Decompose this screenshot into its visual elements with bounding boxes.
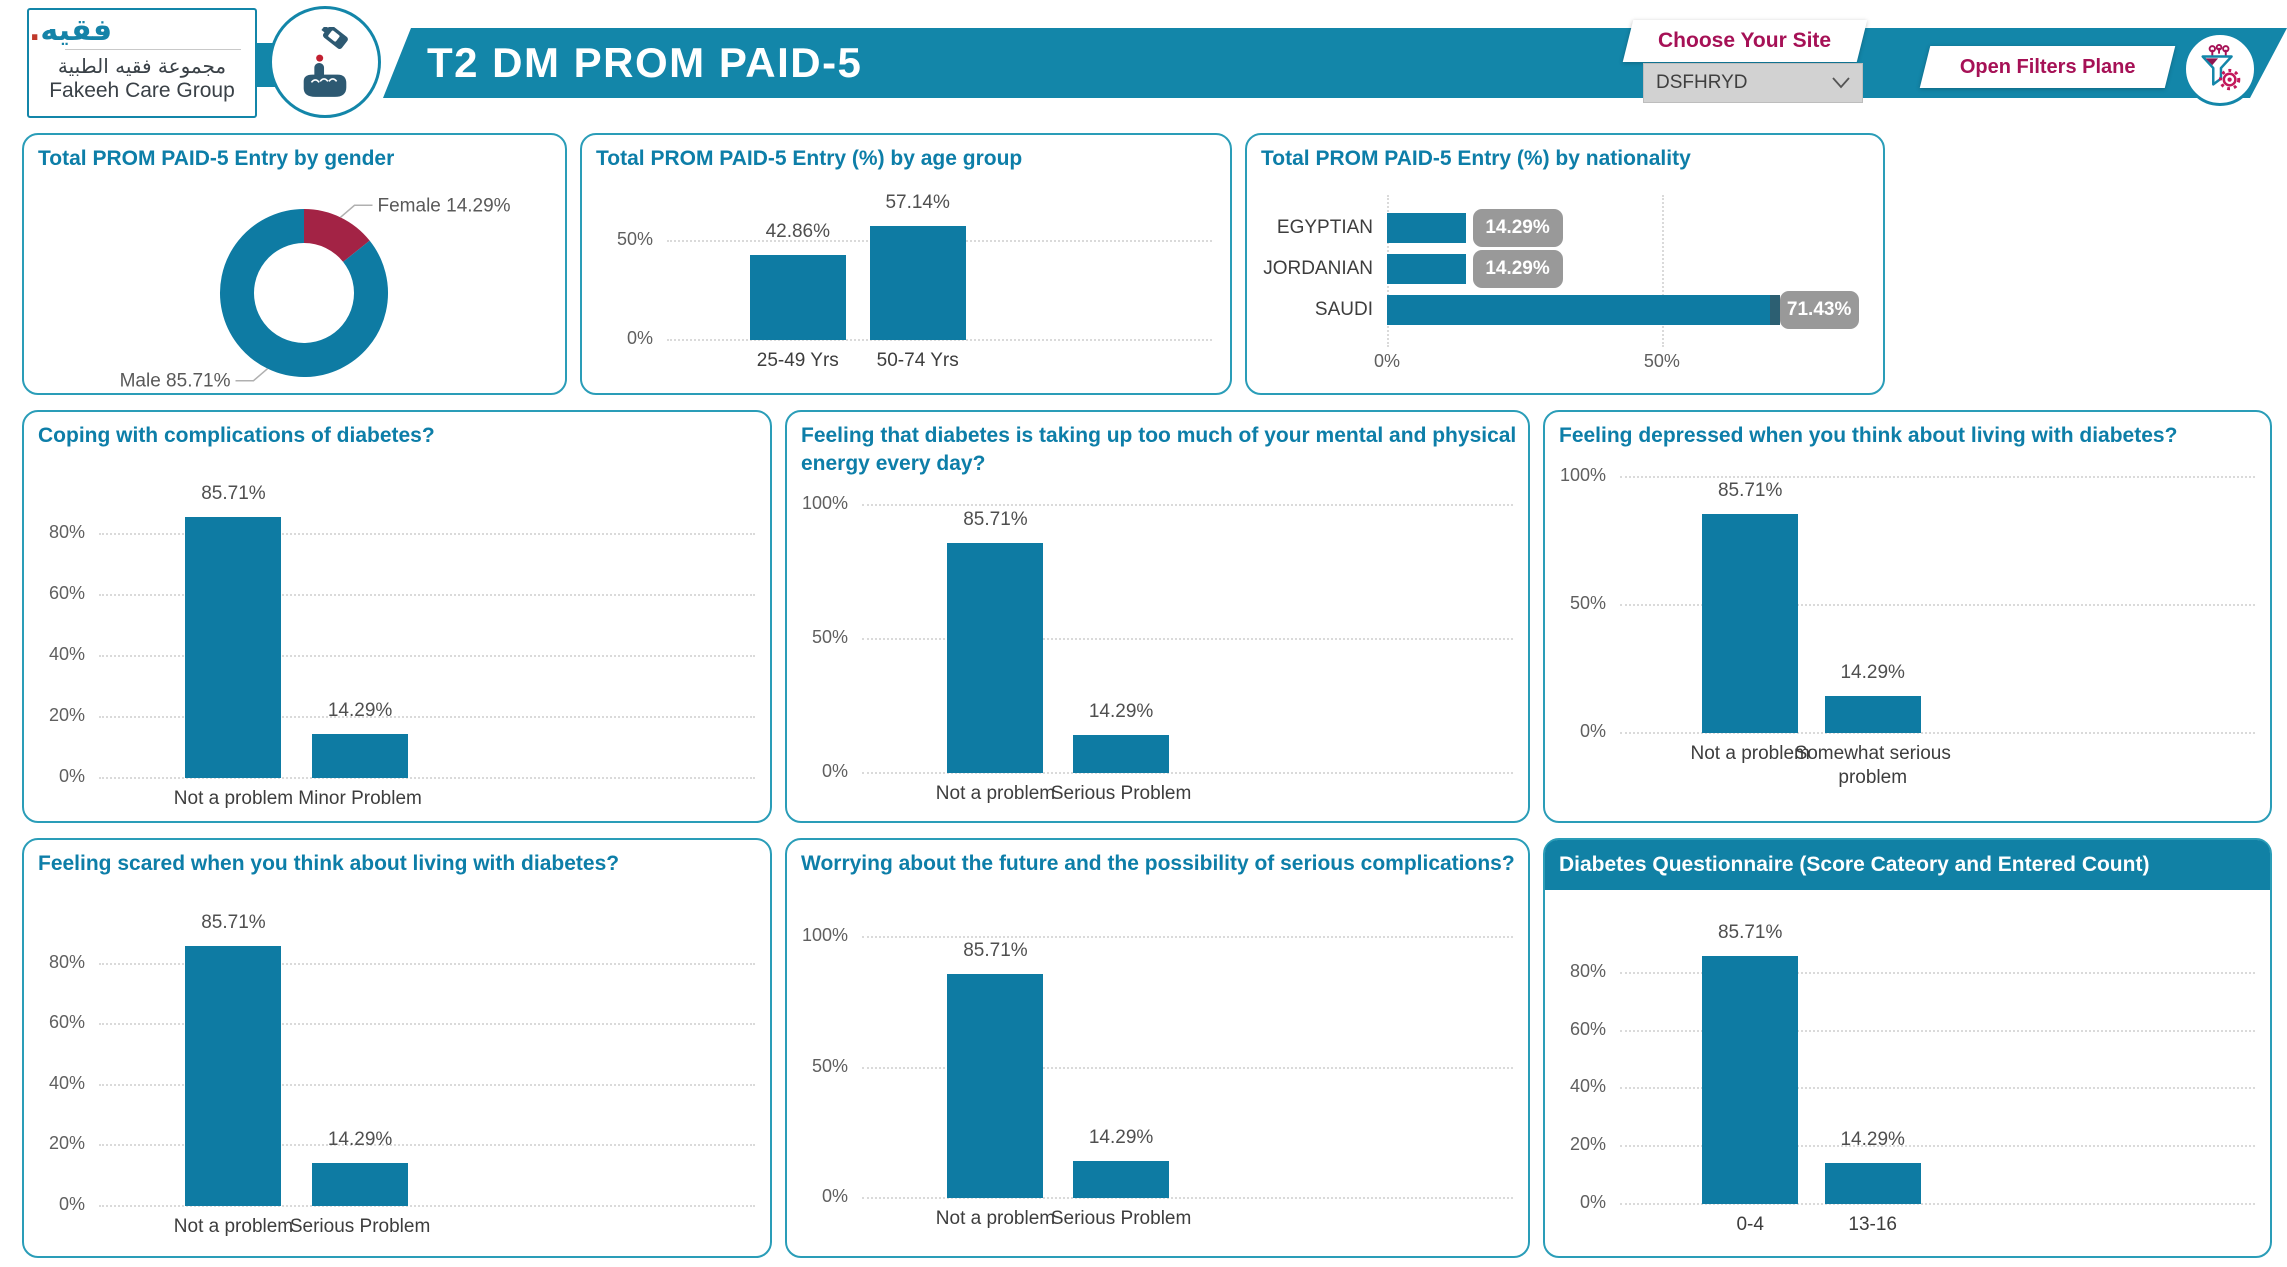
y-tick-label: 100% xyxy=(801,925,848,945)
value-label: 85.71% xyxy=(201,482,266,504)
slice-label: Female 14.29% xyxy=(377,195,511,217)
bar[interactable] xyxy=(947,974,1043,1198)
category-label: 0-4 xyxy=(1736,1214,1764,1235)
category-label: Serious Problem xyxy=(289,1216,431,1237)
leader-line xyxy=(236,369,268,381)
card-title: Feeling scared when you think about living with diabetes? xyxy=(38,852,620,875)
filter-gear-icon xyxy=(2195,44,2245,94)
card-nationality xyxy=(1245,133,1885,395)
bar[interactable] xyxy=(1702,956,1798,1204)
open-filters-label: Open Filters Plane xyxy=(1959,55,2136,78)
bar[interactable] xyxy=(312,1163,408,1206)
coping-bar-chart xyxy=(24,412,770,821)
category-label: Not a problem xyxy=(935,783,1056,804)
bar[interactable] xyxy=(750,255,846,340)
logo-red-dot: . xyxy=(29,13,41,48)
y-tick-label: 50% xyxy=(811,627,848,647)
y-tick-label: 60% xyxy=(1569,1018,1606,1039)
y-tick-label: 0% xyxy=(821,1186,848,1206)
value-label-pill: 14.29% xyxy=(1473,209,1563,247)
bar[interactable] xyxy=(1825,1163,1921,1204)
bar[interactable] xyxy=(312,734,408,778)
category-label: JORDANIAN xyxy=(1263,258,1373,279)
value-label: 14.29% xyxy=(327,1128,393,1150)
page-title: T2 DM PROM PAID-5 xyxy=(427,39,863,86)
bar[interactable] xyxy=(1825,696,1921,733)
worrying-bar-chart xyxy=(787,840,1528,1256)
category-label: EGYPTIAN xyxy=(1276,217,1373,238)
bar[interactable] xyxy=(185,946,281,1206)
value-label: 85.71% xyxy=(201,912,266,934)
logo-arabic-subtitle: مجموعة فقيه الطبية xyxy=(57,54,227,78)
y-tick-label: 20% xyxy=(48,1133,85,1154)
choose-site-label: Choose Your Site xyxy=(1658,29,1832,52)
chevron-down-icon xyxy=(1832,77,1850,89)
gridline xyxy=(1620,476,2255,478)
card-title: Coping with complications of diabetes? xyxy=(38,424,435,447)
y-tick-label: 100% xyxy=(1559,465,1606,485)
y-tick-label: 0% xyxy=(58,1194,85,1214)
card-coping xyxy=(22,410,772,823)
gridline xyxy=(862,504,1513,506)
bar[interactable] xyxy=(1702,514,1798,733)
value-label: 14.29% xyxy=(1840,662,1905,684)
fakeeh-logo xyxy=(27,8,257,118)
category-label: SAUDI xyxy=(1314,299,1373,320)
questionnaire-bar-chart xyxy=(1545,840,2270,1256)
site-dropdown-value: DSFHRYD xyxy=(1656,72,1748,93)
value-label: 14.29% xyxy=(1840,1128,1905,1150)
category-label: Serious Problem xyxy=(1050,1208,1192,1229)
y-tick-label: 40% xyxy=(48,644,85,664)
card-title: Feeling depressed when you think about living with diabetes? xyxy=(1559,424,2178,447)
card-gender xyxy=(22,133,567,395)
category-label: Somewhat serious problem xyxy=(1794,743,1951,788)
logo-english-name: Fakeeh Care Group xyxy=(49,79,235,102)
category-label: Not a problem xyxy=(173,1216,294,1237)
value-label: 14.29% xyxy=(327,700,393,722)
bar[interactable] xyxy=(1387,213,1466,243)
value-label: 85.71% xyxy=(963,940,1028,962)
value-label: 14.29% xyxy=(1088,700,1154,722)
donut-svg xyxy=(24,135,565,393)
y-tick-label: 50% xyxy=(811,1055,848,1076)
slice-label: Male 85.71% xyxy=(119,370,231,392)
card-title: Total PROM PAID-5 Entry (%) by age group xyxy=(596,147,1023,170)
glucose-test-badge xyxy=(269,6,381,118)
age-group-bar-chart xyxy=(582,135,1230,393)
y-tick-label: 50% xyxy=(616,228,653,249)
category-label: Serious Problem xyxy=(1050,783,1192,804)
gender-donut-chart xyxy=(24,135,565,393)
filters-badge[interactable] xyxy=(2183,32,2257,106)
y-tick-label: 40% xyxy=(48,1072,85,1093)
x-tick-label: 50% xyxy=(1643,351,1680,371)
card-worrying xyxy=(785,838,1530,1258)
y-tick-label: 80% xyxy=(48,951,85,972)
value-label: 57.14% xyxy=(885,192,950,214)
bar[interactable] xyxy=(1387,295,1770,325)
y-tick-label: 0% xyxy=(1579,721,1606,741)
y-tick-label: 50% xyxy=(1569,593,1606,613)
y-tick-label: 60% xyxy=(48,1012,85,1033)
y-tick-label: 0% xyxy=(626,328,653,348)
category-label: Not a problem xyxy=(1690,743,1810,764)
card-title-bar: Diabetes Questionnaire (Score Cateory and Entered Count) xyxy=(1545,840,2270,890)
choose-site-label-box xyxy=(1623,20,1867,62)
y-tick-label: 60% xyxy=(48,583,85,603)
value-label-pill: 71.43% xyxy=(1780,291,1859,329)
bar[interactable] xyxy=(1387,254,1466,284)
category-label: Minor Problem xyxy=(298,788,422,809)
scared-bar-chart xyxy=(24,840,770,1256)
gridline xyxy=(862,936,1513,938)
value-label-pill: 14.29% xyxy=(1473,250,1563,288)
y-tick-label: 0% xyxy=(58,766,85,786)
bar[interactable] xyxy=(870,226,966,340)
logo-arabic-brand: فقيه. xyxy=(29,13,113,48)
bar-end-shade xyxy=(1770,295,1780,325)
category-label: 25-49 Yrs xyxy=(756,350,839,371)
card-questionnaire xyxy=(1543,838,2272,1258)
open-filters-button[interactable] xyxy=(1920,46,2175,88)
nationality-bar-chart xyxy=(1247,135,1883,393)
value-label: 14.29% xyxy=(1088,1126,1154,1148)
donut-slice-female[interactable] xyxy=(304,226,356,251)
y-tick-label: 0% xyxy=(1579,1192,1606,1212)
bar[interactable] xyxy=(947,543,1043,773)
category-label: 50-74 Yrs xyxy=(876,350,959,371)
value-label: 85.71% xyxy=(1717,479,1783,501)
glucose-test-icon xyxy=(294,27,356,97)
leader-line xyxy=(341,205,373,217)
y-tick-label: 100% xyxy=(801,493,848,513)
y-tick-label: 20% xyxy=(1569,1134,1606,1155)
value-label: 85.71% xyxy=(963,509,1028,531)
y-tick-label: 80% xyxy=(48,522,85,542)
category-label: 13-16 xyxy=(1848,1214,1898,1235)
category-label: Not a problem xyxy=(173,788,294,809)
card-title: Total PROM PAID-5 Entry by gender xyxy=(38,147,395,170)
y-tick-label: 80% xyxy=(1569,960,1606,981)
value-label: 42.86% xyxy=(765,220,831,242)
card-age-group xyxy=(580,133,1232,395)
card-title: Total PROM PAID-5 Entry (%) by nationality xyxy=(1261,147,1691,170)
category-label: Not a problem xyxy=(935,1208,1056,1229)
x-tick-label: 0% xyxy=(1373,351,1400,371)
bar[interactable] xyxy=(1073,735,1169,773)
logo-divider xyxy=(65,49,241,50)
card-title: Worrying about the future and the possibility of serious complications? xyxy=(801,852,1515,875)
bar[interactable] xyxy=(1073,1161,1169,1198)
card-depressed xyxy=(1543,410,2272,823)
bar[interactable] xyxy=(185,517,281,778)
y-tick-label: 0% xyxy=(821,761,848,781)
card-title: Feeling that diabetes is taking up too much of your mental and physical energy every day? xyxy=(801,424,1517,475)
y-tick-label: 20% xyxy=(48,705,85,725)
card-energy xyxy=(785,410,1530,823)
site-dropdown[interactable] xyxy=(1643,63,1863,103)
y-tick-label: 40% xyxy=(1569,1076,1606,1097)
depressed-bar-chart xyxy=(1545,412,2270,821)
value-label: 85.71% xyxy=(1717,922,1783,944)
card-scared xyxy=(22,838,772,1258)
